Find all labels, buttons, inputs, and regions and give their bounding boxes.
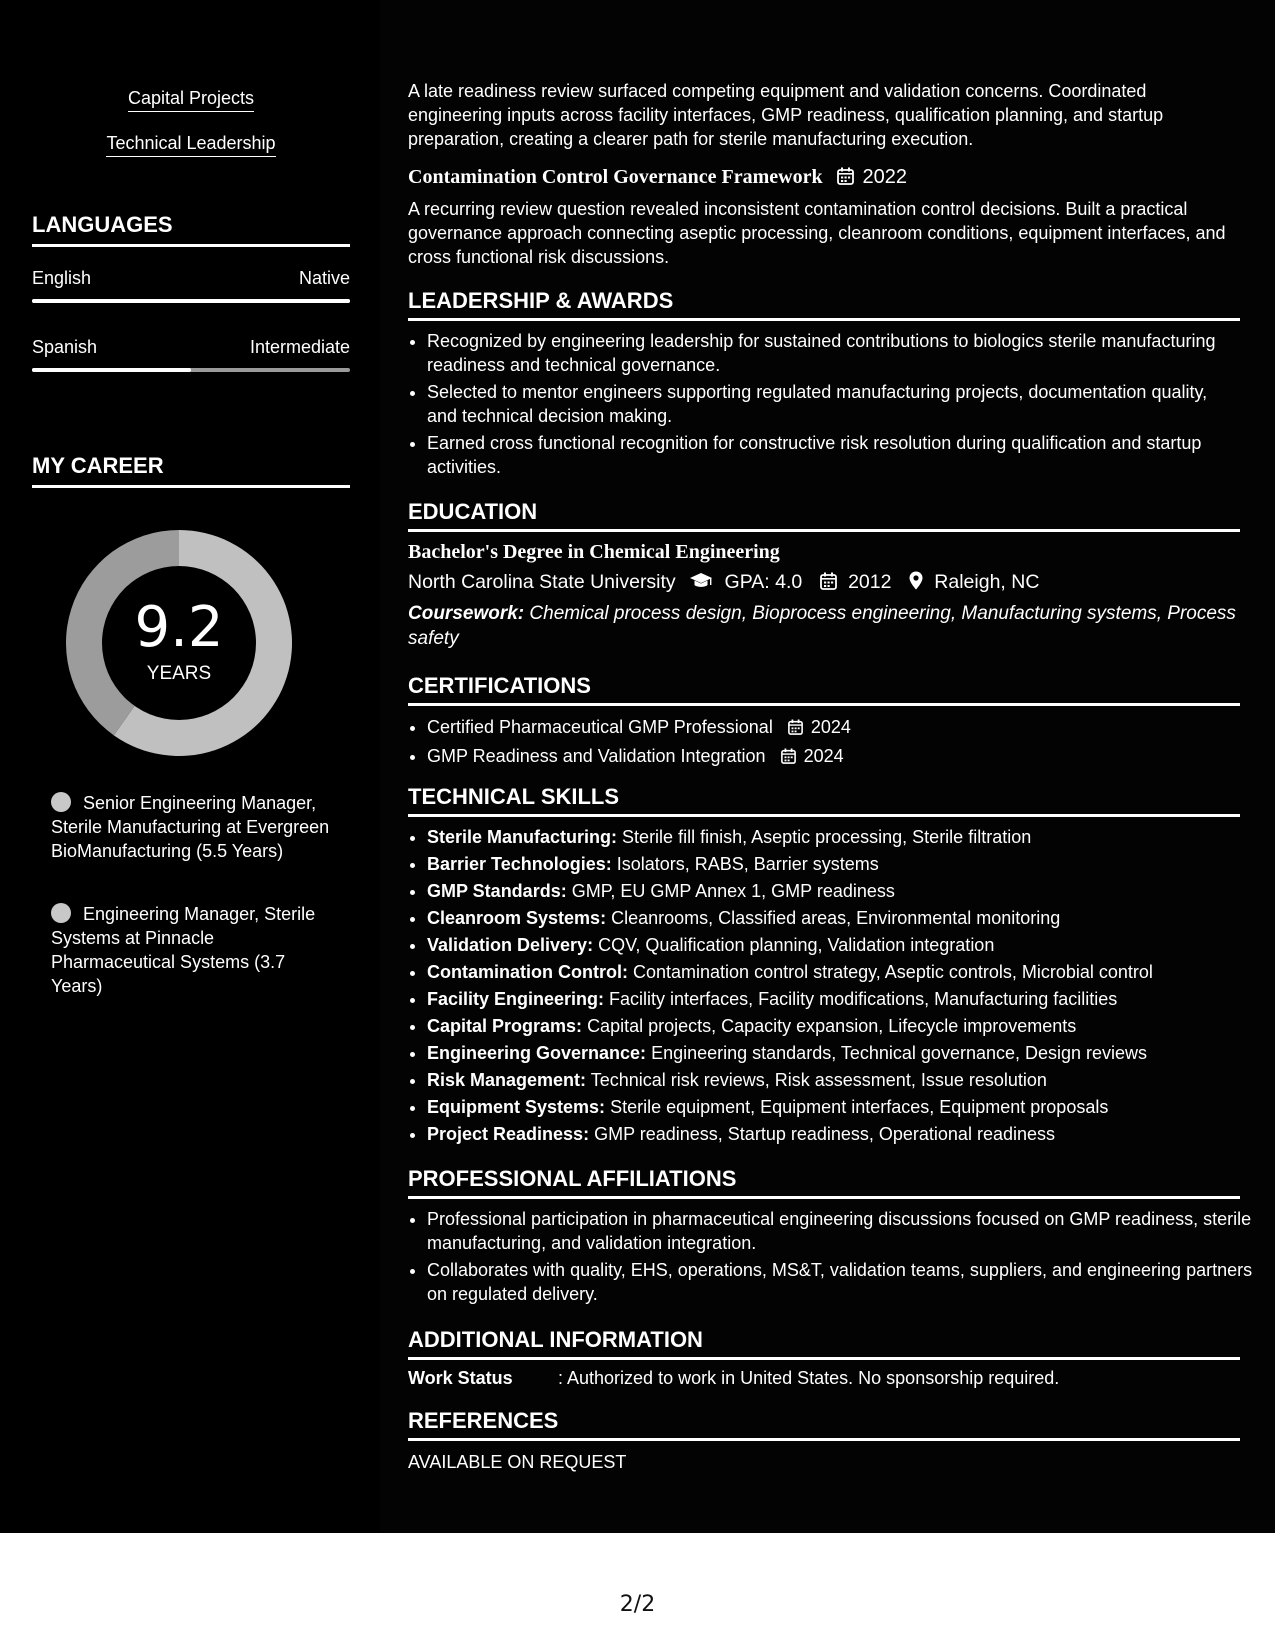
affiliations-heading: PROFESSIONAL AFFILIATIONS	[408, 1166, 1240, 1199]
list-item: • Selected to mentor engineers supporting regulated manufacturing projects, documentation quality, and technical decision making.	[427, 380, 1239, 428]
language-bar-fill	[32, 299, 350, 303]
school-name: North Carolina State University	[408, 571, 676, 593]
page-number: 2/2	[619, 1592, 656, 1617]
skill-value: Sterile equipment, Equipment interfaces, Equipment proposals	[610, 1097, 1109, 1117]
skill-item	[427, 878, 1259, 905]
skill-item	[427, 959, 1259, 986]
language-bar	[32, 299, 350, 303]
graduation-year: 2012	[848, 571, 892, 593]
skill-label: Sterile Manufacturing:	[427, 827, 618, 847]
skill-value: CQV, Qualification planning, Validation integration	[598, 935, 995, 955]
calendar-icon	[788, 717, 803, 741]
coursework-label: Coursework:	[408, 603, 525, 624]
work-status-value: : Authorized to work in United States. No sponsorship required.	[558, 1368, 1060, 1388]
gpa: GPA: 4.0	[724, 571, 803, 593]
references-heading: REFERENCES	[408, 1408, 1240, 1441]
certification-year: 2024	[803, 746, 844, 766]
education-details	[408, 571, 1240, 596]
location-pin-icon	[909, 571, 923, 596]
career-item	[51, 791, 339, 863]
skill-value: Cleanrooms, Classified areas, Environmental monitoring	[611, 908, 1061, 928]
language-level: Native	[298, 268, 350, 288]
skill-label: GMP Standards:	[427, 881, 567, 901]
skill-item	[427, 1121, 1259, 1148]
skill-value: Isolators, RABS, Barrier systems	[616, 854, 879, 874]
skill-label: Capital Programs:	[427, 1016, 583, 1036]
list-item	[427, 715, 1259, 741]
skill-value: Engineering standards, Technical governance, Design reviews	[651, 1043, 1148, 1063]
skill-label: Contamination Control:	[427, 962, 628, 982]
list-item: • Professional participation in pharmaceutical engineering discussions focused on GMP readiness, sterile manufacturing, and validation integration.	[427, 1207, 1259, 1255]
skill-value: Technical risk reviews, Risk assessment, Issue resolution	[590, 1070, 1047, 1090]
language-row	[32, 337, 350, 358]
certification-name: Certified Pharmaceutical GMP Professional	[427, 717, 773, 737]
list-item: • Recognized by engineering leadership for sustained contributions to biologics sterile manufacturing readiness and technical governance.	[427, 329, 1239, 377]
skill-value: Contamination control strategy, Aseptic controls, Microbial control	[633, 962, 1153, 982]
skill-item	[427, 824, 1259, 851]
skill-item	[427, 1067, 1259, 1094]
language-row	[32, 268, 350, 289]
interest-label: Technical Leadership	[106, 133, 275, 157]
career-total-unit: YEARS	[146, 663, 212, 684]
skill-item	[427, 1040, 1259, 1067]
skill-value: GMP, EU GMP Annex 1, GMP readiness	[571, 881, 895, 901]
calendar-icon	[837, 167, 854, 190]
certifications-heading: CERTIFICATIONS	[408, 673, 1240, 706]
project-year: 2022	[862, 166, 907, 188]
affiliations-list	[408, 1207, 1259, 1309]
skill-value: Capital projects, Capacity expansion, Lifecycle improvements	[587, 1016, 1077, 1036]
career-item-text: Senior Engineering Manager, Sterile Manufacturing at Evergreen BioManufacturing (5.5 Years)	[51, 793, 330, 861]
skill-item	[427, 905, 1259, 932]
language-name: English	[32, 268, 92, 288]
skill-label: Cleanroom Systems:	[427, 908, 607, 928]
skill-item	[427, 932, 1259, 959]
skills-heading: TECHNICAL SKILLS	[408, 784, 1240, 817]
work-status-row	[408, 1366, 1240, 1390]
references-text: AVAILABLE ON REQUEST	[408, 1452, 627, 1472]
language-bar-fill	[32, 368, 191, 372]
legend-dot	[51, 903, 71, 923]
list-item: • Earned cross functional recognition for constructive risk resolution during qualification and startup activities.	[427, 431, 1239, 479]
interest-tag	[32, 88, 350, 112]
certification-name: GMP Readiness and Validation Integration	[427, 746, 766, 766]
interest-tag	[32, 133, 350, 157]
interest-label: Capital Projects	[128, 88, 254, 112]
skill-value: GMP readiness, Startup readiness, Operational readiness	[594, 1124, 1055, 1144]
project-title-row	[408, 166, 1240, 190]
languages-heading: LANGUAGES	[32, 212, 350, 247]
leadership-list	[408, 329, 1239, 482]
career-heading: MY CAREER	[32, 453, 350, 488]
project-description: A late readiness review surfaced competing equipment and validation concerns. Coordinated engineering inputs across facility interfaces, GMP readiness, qualification planning, and startup preparation, creating a clearer path for sterile manufacturing execution.	[408, 81, 1164, 149]
language-name: Spanish	[32, 337, 98, 357]
project-title: Contamination Control Governance Framework	[408, 166, 823, 188]
coursework-text: Chemical process design, Bioprocess engineering, Manufacturing systems, Process safety	[408, 603, 1236, 649]
skill-item	[427, 1013, 1259, 1040]
project-description: A recurring review question revealed inconsistent contamination control decisions. Built a practical governance approach connecting aseptic processing, cleanroom conditions, equipment interfaces, and cross functional risk discussions.	[408, 199, 1226, 267]
additional-info-heading: ADDITIONAL INFORMATION	[408, 1327, 1240, 1360]
education-heading: EDUCATION	[408, 499, 1240, 532]
skill-label: Risk Management:	[427, 1070, 587, 1090]
school-location: Raleigh, NC	[934, 571, 1040, 593]
skill-value: Facility interfaces, Facility modifications, Manufacturing facilities	[609, 989, 1118, 1009]
list-item	[427, 744, 1259, 770]
skill-label: Project Readiness:	[427, 1124, 590, 1144]
skills-list	[408, 824, 1259, 1148]
graduation-cap-icon	[689, 572, 713, 596]
list-item: • Collaborates with quality, EHS, operations, MS&T, validation teams, suppliers, and engineering partners on regulated delivery.	[427, 1258, 1259, 1306]
skill-value: Sterile fill finish, Aseptic processing, Sterile filtration	[622, 827, 1032, 847]
legend-dot	[51, 792, 71, 812]
certifications-list	[408, 715, 1259, 773]
skill-label: Equipment Systems:	[427, 1097, 606, 1117]
skill-item	[427, 851, 1259, 878]
skill-label: Barrier Technologies:	[427, 854, 612, 874]
calendar-icon	[820, 572, 837, 596]
language-level: Intermediate	[249, 337, 350, 357]
calendar-icon	[781, 746, 796, 770]
career-item-text: Engineering Manager, Sterile Systems at Pinnacle Pharmaceutical Systems (3.7 Years)	[51, 904, 316, 996]
work-status-label: Work Status	[408, 1368, 513, 1388]
language-bar	[32, 368, 350, 372]
degree-title: Bachelor's Degree in Chemical Engineering	[408, 541, 780, 563]
leadership-heading: LEADERSHIP & AWARDS	[408, 288, 1240, 321]
skill-item	[427, 986, 1259, 1013]
skill-item	[427, 1094, 1259, 1121]
certification-year: 2024	[810, 717, 851, 737]
skill-label: Validation Delivery:	[427, 935, 594, 955]
career-total-years: 9.2	[134, 595, 224, 660]
coursework	[408, 601, 1240, 651]
skill-label: Engineering Governance:	[427, 1043, 647, 1063]
career-item	[51, 902, 339, 998]
skill-label: Facility Engineering:	[427, 989, 605, 1009]
